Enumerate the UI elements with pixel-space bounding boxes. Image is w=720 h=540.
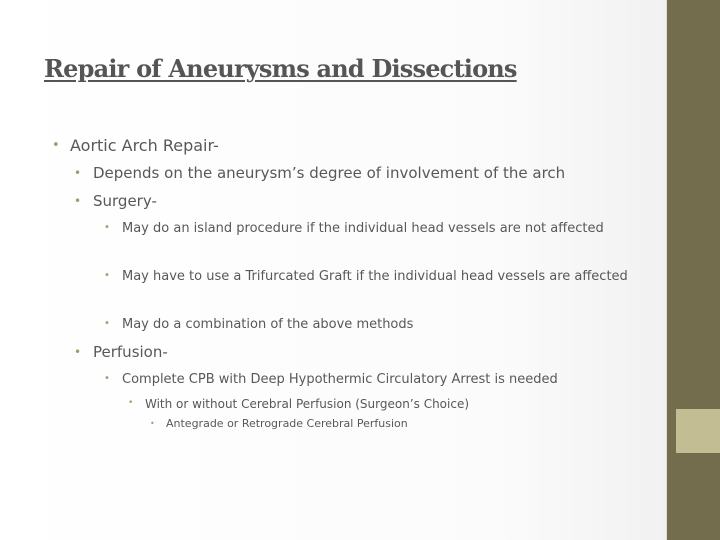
bullet-icon: • bbox=[74, 194, 82, 208]
bullet-icon: • bbox=[104, 270, 110, 281]
bullet-icon: • bbox=[52, 138, 60, 153]
decorative-side-bar bbox=[667, 0, 720, 540]
bullet-antegrade-retrograde bbox=[150, 417, 570, 431]
bullet-text: Complete CPB with Deep Hypothermic Circulatory Arrest is needed bbox=[122, 372, 558, 387]
bullet-icon: • bbox=[74, 345, 82, 359]
bullet-icon: • bbox=[104, 373, 110, 384]
bullet-icon: • bbox=[74, 166, 82, 180]
bullet-text: Antegrade or Retrograde Cerebral Perfusion bbox=[166, 417, 408, 430]
bullet-complete-cpb bbox=[104, 369, 649, 390]
slide-title: Repair of Aneurysms and Dissections bbox=[44, 54, 517, 83]
bullet-text: Surgery- bbox=[93, 192, 157, 210]
bullet-island-procedure bbox=[104, 218, 644, 239]
bullet-surgery bbox=[74, 193, 649, 210]
bullet-text: May do a combination of the above methods bbox=[122, 317, 414, 332]
bullet-perfusion bbox=[74, 344, 649, 361]
bullet-text: Perfusion- bbox=[93, 343, 168, 361]
bullet-text: Aortic Arch Repair- bbox=[70, 136, 219, 155]
bullet-combination bbox=[104, 314, 644, 335]
bullet-text: May do an island procedure if the individual head vessels are not affected bbox=[122, 221, 604, 236]
bullet-cerebral-perfusion bbox=[128, 396, 628, 412]
bullet-text: Depends on the aneurysm’s degree of involvement of the arch bbox=[93, 164, 566, 182]
bullet-icon: • bbox=[128, 398, 134, 408]
bullet-text: With or without Cerebral Perfusion (Surgeon’s Choice) bbox=[145, 397, 470, 411]
bullet-aortic-arch-repair bbox=[52, 137, 642, 155]
bullet-trifurcated-graft bbox=[104, 266, 644, 287]
bullet-icon: • bbox=[104, 318, 110, 329]
bullet-icon: • bbox=[150, 419, 155, 428]
bullet-icon: • bbox=[104, 222, 110, 233]
bullet-depends-on bbox=[74, 165, 649, 182]
bullet-text: May have to use a Trifurcated Graft if the individual head vessels are affected bbox=[122, 269, 628, 284]
decorative-accent-square bbox=[676, 409, 720, 453]
